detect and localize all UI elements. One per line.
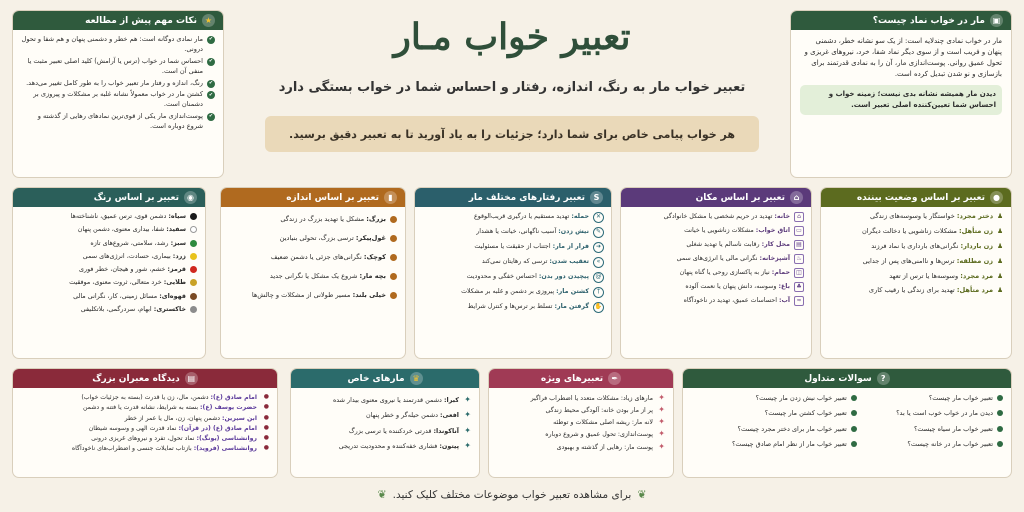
color-swatch (190, 213, 197, 220)
size-card-title: تعبیر بر اساس اندازه (286, 192, 379, 203)
list-item[interactable] (628, 282, 804, 292)
bullet-icon (390, 216, 397, 223)
list-item[interactable] (21, 424, 269, 433)
item-value: احساسات عمیق، تهدید در ناخودآگاه (683, 297, 777, 304)
list-item[interactable] (497, 394, 665, 403)
interpreters-title: دیدگاه معبران بزرگ (92, 373, 180, 384)
item-key: قهوه‌ای: (159, 291, 186, 300)
item-key: امام صادق (ع): (210, 394, 257, 401)
bath-icon: ◫ (794, 268, 804, 278)
item-value: نماد قدرت الهی و وسوسه شیطان (88, 424, 177, 432)
list-item[interactable] (628, 254, 804, 264)
faq-question: تعبیر خواب مار چیست؟ (928, 394, 993, 402)
list-item[interactable] (422, 272, 604, 283)
faq-link[interactable] (691, 409, 857, 418)
item-key: بچه مار: (359, 271, 386, 280)
bullet-icon: ● (263, 444, 269, 452)
item-key: کشتن مار: (556, 288, 589, 295)
list-item[interactable] (829, 227, 1003, 237)
item-key: امام صادق (ع) (در قرآن): (178, 424, 257, 432)
item-value: فشاری خفه‌کننده و محدودیت تدریجی (338, 441, 438, 450)
item-key: خیلی بلند: (352, 290, 386, 299)
faq-question: تعبیر خواب نیش زدن مار چیست؟ (755, 394, 847, 402)
hint-banner-text: هر خواب پیامی خاص برای شما دارد؛ جزئیات را به یاد آورید تا به تعبیر دقیق برسید. (289, 127, 735, 141)
color-swatch (190, 306, 197, 313)
person-card-title: تعبیر بر اساس وضعیت بیننده (856, 192, 985, 203)
item-value: بیماری، حسادت، انرژی‌های سمی (82, 251, 171, 260)
item-key: حمام: (771, 269, 790, 276)
item-value: بازتاب تمایلات جنسی و اضطراب‌های ناخودآگاه (71, 445, 192, 453)
item-value: نگرانی مالی یا انرژی‌های سمی (676, 255, 758, 262)
bullet-icon (390, 292, 397, 299)
item-value: ترسی که رهایتان نمی‌کند (481, 258, 548, 265)
bullet-icon (851, 410, 857, 416)
special-snakes-title: مارهای خاص (347, 373, 405, 384)
tip-text: رنگ، اندازه و رفتار مار تعبیر خواب را به طور کامل تغییر می‌دهد. (26, 78, 203, 87)
attack-icon: ✕ (593, 212, 604, 223)
place-card-title: تعبیر بر اساس مکان (695, 192, 785, 203)
item-value: ترس‌ها و ناامنی‌های پس از جدایی (862, 256, 955, 265)
symbol-text: مار در خواب نمادی چندلایه است: از یک سو نشانه خطر، دشمنی پنهان و فریب است و از سوی دیگر نماد شفا، خرد، نیروهای غریزی و تحول عمیق روانی. پوست‌اندازی مار، آن را به نمادی قدرتمند برای بازسازی و نو شدن تبدیل کرده است. (804, 37, 1002, 78)
ruler-icon: ▮ (384, 191, 397, 204)
item-value: بسته به شرایط، نشانه قدرت یا فتنه و دشمن (82, 404, 199, 412)
faq-link[interactable] (691, 394, 857, 403)
item-value: دشمن قوی، ترس عمیق، ناشناخته‌ها (70, 212, 167, 220)
star-icon: ✦ (658, 393, 665, 402)
item-key: غول‌پیکر: (355, 233, 386, 242)
check-icon: ✔ (208, 36, 214, 43)
feather-icon: ✒ (608, 372, 621, 385)
list-item[interactable] (21, 434, 269, 443)
place-card (620, 187, 812, 359)
list-item[interactable] (21, 212, 197, 221)
item-key: پیتون: (439, 441, 459, 450)
bullet-icon: ● (263, 434, 269, 442)
item-key: خانه: (774, 213, 790, 220)
bullet-icon: ● (263, 403, 269, 411)
list-item[interactable] (422, 287, 604, 298)
bullet-icon (851, 441, 857, 447)
item-value: مسائل زمینی، کار، نگرانی مالی (73, 291, 158, 300)
footer-text: برای مشاهده تعبیر خواب موضوعات مختلف کلیک کنید. (392, 489, 632, 501)
person-icon: ♟ (997, 256, 1003, 265)
bullet-icon: ● (263, 393, 269, 400)
star-icon: ✦ (658, 441, 665, 451)
item-value: شفا، بیداری معنوی، دشمن پنهان (77, 225, 165, 234)
symbol-note-text: دیدن مار همیشه نشانه بدی نیست؛ زمینه خواب و احساس شما تعیین‌کننده اصلی تعبیر است. (828, 90, 996, 110)
bite-icon: ✎ (593, 227, 604, 238)
item-key: نیش زدن: (558, 228, 589, 235)
list-item[interactable] (229, 253, 397, 263)
item-key: قرمز: (167, 265, 186, 274)
item-value: تهدید مستقیم یا درگیری قریب‌الوقوع (473, 213, 570, 220)
person-icon: ♟ (997, 241, 1003, 250)
list-item[interactable] (21, 305, 197, 314)
item-value: نگرانی‌های جزئی یا دشمن ضعیف (270, 252, 362, 261)
item-value: خواستگار یا وسوسه‌های زندگی (870, 212, 955, 220)
leaf-icon: ❦ (637, 488, 647, 501)
item-key: ابن سیرین: (222, 414, 257, 422)
list-item[interactable] (21, 414, 269, 423)
item-text: مارهای زیاد: مشکلات متعدد یا اضطراب فراگیر (530, 395, 653, 402)
star-icon: ✦ (658, 405, 665, 415)
list-item (21, 79, 215, 89)
special-states-card (488, 368, 674, 478)
person-icon: ♟ (997, 212, 1003, 220)
person-icon: ♟ (997, 271, 1003, 280)
bullet-icon (851, 426, 857, 432)
item-key: زن متأهل: (959, 226, 994, 235)
tip-text: پوست‌اندازی مار یکی از قوی‌ترین نمادهای رهایی از گذشته و شروع دوباره است. (37, 112, 203, 131)
item-value: ترسی بزرگ، تحولی بنیادین (279, 233, 354, 242)
check-icon: ✔ (208, 113, 214, 120)
item-value: احساس خفگی و محدودیت (466, 273, 537, 280)
item-key: سیاه: (168, 212, 186, 220)
list-item[interactable] (299, 396, 471, 405)
item-value: نماد تحول، تفرد و نیروهای غریزی درونی (91, 435, 195, 443)
color-swatch (190, 240, 197, 247)
item-value: آسیب ناگهانی، خیانت یا هشدار (476, 228, 557, 235)
item-key: زن مطلقه: (956, 256, 994, 265)
item-key: آناکوندا: (433, 426, 459, 435)
color-swatch (190, 253, 197, 260)
palette-icon: ◉ (184, 191, 197, 204)
bullet-icon (997, 426, 1003, 432)
list-item[interactable] (21, 225, 197, 234)
special-snakes-card (290, 368, 480, 478)
star-icon: ✦ (658, 417, 665, 427)
bullet-icon: ● (263, 423, 269, 431)
bed-icon: ▭ (794, 226, 804, 236)
list-item[interactable] (21, 444, 269, 453)
item-text: لانه مار: ریشه اصلی مشکلات و توطئه (553, 419, 653, 427)
item-value: وسوسه، دانش پنهان یا نعمت آلوده (685, 283, 777, 290)
item-key: آشپزخانه: (759, 255, 790, 262)
list-item[interactable] (422, 257, 604, 268)
faq-question: تعبیر خواب مار برای دختر مجرد چیست؟ (737, 424, 847, 433)
item-key: خاکستری: (153, 304, 186, 313)
list-item[interactable] (829, 272, 1003, 282)
item-key: روانشناسی (فروید): (193, 445, 257, 453)
crown-icon: ♛ (410, 372, 423, 385)
size-card (220, 187, 406, 359)
faq-question: تعبیر خواب مار از نظر امام صادق چیست؟ (731, 440, 847, 449)
list-item[interactable] (21, 252, 197, 261)
item-key: پیچیدن دور بدن: (538, 273, 589, 280)
garden-icon: ♣ (794, 282, 804, 292)
list-item[interactable] (628, 226, 804, 236)
office-icon: ▤ (794, 240, 804, 250)
item-text: پوست‌اندازی: تحول عمیق و شروع دوباره (545, 431, 653, 439)
item-value: خرد متعالی، ثروت معنوی، موفقیت (69, 278, 162, 287)
item-key: مرد مجرد: (960, 271, 994, 280)
person-icon: ♟ (997, 226, 1003, 235)
list-item[interactable] (829, 257, 1003, 267)
item-value: تهدید برای زندگی یا رقیب کاری (868, 286, 955, 295)
chase-icon: » (593, 257, 604, 268)
coil-icon: @ (593, 272, 604, 283)
hint-banner (265, 116, 759, 152)
list-item (21, 112, 215, 132)
item-key: دختر مجرد: (956, 212, 994, 220)
tips-card (12, 10, 224, 178)
item-value: رقابت ناسالم یا تهدید شغلی (686, 241, 760, 248)
scroll-icon: ▤ (185, 372, 198, 385)
tip-text: کشتن مار در خواب معمولاً نشانه غلبه بر مشکلات و پیروزی بر دشمنان است. (33, 90, 203, 109)
item-value: دشمن پنهان، زن، مال یا عمر از خطر (124, 414, 221, 422)
interpreters-card (12, 368, 278, 478)
symbol-note (800, 85, 1002, 115)
list-item (21, 90, 215, 110)
faq-question: تعبیر خواب مار در خانه چیست؟ (907, 440, 993, 449)
list-item[interactable] (229, 234, 397, 244)
star-icon: ✦ (464, 395, 471, 404)
item-key: زرد: (172, 251, 186, 260)
item-value: وسوسه‌ها یا ترس از تعهد (889, 271, 959, 280)
faq-link[interactable] (865, 440, 1003, 449)
faq-link[interactable] (691, 440, 857, 449)
kill-icon: † (593, 287, 604, 298)
list-item[interactable] (628, 268, 804, 278)
question-icon: ? (877, 372, 890, 385)
list-item[interactable] (497, 418, 665, 427)
page-title: تعبیر خواب مـار (393, 16, 631, 58)
item-value: اجتناب از حقیقت یا مسئولیت (474, 243, 551, 250)
faq-card-title: سوالات متداول (804, 373, 872, 384)
list-item[interactable] (422, 302, 604, 313)
list-item[interactable] (21, 292, 197, 301)
user-icon: ● (990, 191, 1003, 204)
item-key: مرد متأهل: (956, 286, 994, 295)
item-text: پوست مار: رهایی از گذشته و بهبودی (556, 443, 653, 451)
bullet-icon (390, 273, 397, 280)
bullet-icon (997, 410, 1003, 416)
tips-card-title: نکات مهم پیش از مطالعه (85, 15, 197, 26)
list-item[interactable] (497, 443, 665, 452)
symbol-card-title: مار در خواب نماد چیست؟ (872, 15, 985, 26)
item-key: فرار از مار: (552, 243, 589, 250)
tip-text: احساس شما در خواب (ترس یا آرامش) کلید اصلی تعبیر مثبت یا منفی آن است. (27, 56, 203, 75)
list-item[interactable] (829, 242, 1003, 252)
item-key: افعی: (439, 411, 459, 420)
list-item (21, 35, 215, 55)
list-item[interactable] (422, 212, 604, 223)
faq-question: تعبیر خواب کشتن مار چیست؟ (764, 409, 847, 418)
item-key: بزرگ: (366, 215, 386, 223)
item-value: تسلط بر ترس‌ها و کنترل شرایط (467, 303, 553, 310)
run-icon: ➜ (593, 242, 604, 253)
item-key: باغ: (778, 283, 790, 290)
star-icon: ✦ (658, 429, 665, 439)
list-item[interactable] (299, 442, 471, 451)
item-key: گرفتن مار: (554, 303, 589, 310)
bullet-icon (997, 395, 1003, 401)
list-item[interactable] (497, 406, 665, 415)
color-swatch (190, 266, 197, 273)
bullet-icon (390, 235, 397, 242)
faq-question: دیدن مار در خواب خوب است یا بد؟ (896, 409, 993, 418)
faq-link[interactable] (865, 394, 1003, 403)
item-value: پیروزی بر دشمن و غلبه بر مشکلات (461, 288, 555, 295)
item-value: قدرتی خردکننده یا ترسی بزرگ (348, 426, 432, 435)
item-value: ابهام، سردرگمی، بلاتکلیفی (80, 304, 152, 313)
star-icon: ✦ (464, 410, 471, 420)
item-value: تهدید در حریم شخصی یا مشکل خانوادگی (663, 213, 773, 220)
check-icon: ✔ (208, 79, 214, 86)
item-value: نیاز به پاکسازی روحی یا گناه پنهان (679, 269, 770, 276)
faq-question: تعبیر خواب مار سیاه چیست؟ (913, 424, 993, 433)
home-icon: ⌂ (794, 212, 804, 222)
list-item[interactable] (628, 212, 804, 222)
house-icon: ⌂ (790, 191, 803, 204)
item-value: مشکلات زناشویی یا خیانت (684, 227, 754, 234)
item-value: مسیر طولانی از مشکلات و چالش‌ها (251, 290, 351, 299)
item-value: خشم، شور و هیجان، خطر فوری (79, 265, 166, 274)
list-item[interactable] (829, 286, 1003, 296)
list-item[interactable] (422, 227, 604, 238)
kitchen-icon: ♨ (794, 254, 804, 264)
snake-icon: S (590, 191, 603, 204)
grab-icon: ✋ (593, 302, 604, 313)
leaf-icon: ❦ (377, 488, 387, 501)
list-item[interactable] (229, 291, 397, 301)
item-key: محل کار: (761, 241, 790, 248)
color-swatch (190, 279, 197, 286)
item-key: حمله: (571, 213, 589, 220)
item-key: آب: (778, 297, 790, 304)
footer[interactable] (300, 488, 724, 501)
bullet-icon (390, 254, 397, 261)
list-item[interactable] (497, 430, 665, 439)
item-key: کبرا: (443, 396, 459, 404)
bullet-icon (851, 395, 857, 401)
color-swatch (190, 226, 197, 233)
list-item[interactable] (422, 242, 604, 253)
list-item[interactable] (21, 265, 197, 274)
page-subtitle: تعبیر خواب مار به رنگ، اندازه، رفتار و احساس شما در خواب بستگی دارد (278, 80, 746, 95)
list-item[interactable] (299, 411, 471, 420)
bullet-icon: ● (263, 413, 269, 421)
item-key: زن باردار: (960, 241, 994, 250)
item-key: حضرت یوسف (ع): (200, 404, 257, 412)
faq-card (682, 368, 1012, 478)
item-value: شروع یک مشکل یا نگرانی جدید (269, 271, 358, 280)
color-swatch (190, 293, 197, 300)
behavior-card (414, 187, 612, 359)
person-card (820, 187, 1012, 359)
list-item[interactable] (628, 240, 804, 250)
star-icon: ✦ (464, 440, 471, 450)
tip-text: مار نمادی دوگانه است: هم خطر و دشمنی پنهان و هم شفا و تحول درونی. (21, 35, 203, 53)
list-item[interactable] (21, 278, 197, 287)
item-key: روانشناسی (یونگ): (196, 435, 257, 443)
item-value: مشکل یا تهدید بزرگ در زندگی (280, 215, 365, 223)
item-value: دشمن قدرتمند یا نیروی معنوی بیدار شده (332, 396, 442, 404)
list-item[interactable] (628, 296, 804, 306)
color-card (12, 187, 206, 359)
item-value: نگرانی‌های بارداری یا نماد فرزند (871, 241, 959, 250)
item-value: دشمن حیله‌گر و خطر پنهان (365, 411, 438, 420)
special-states-title: تعبیرهای ویژه (540, 373, 604, 384)
faq-link[interactable] (865, 425, 1003, 434)
list-item[interactable] (229, 215, 397, 225)
star-icon: ✦ (464, 425, 471, 435)
star-icon: ★ (202, 14, 215, 27)
item-key: سفید: (166, 225, 186, 234)
item-text: پر از مار بودن خانه: آلودگی محیط زندگی (545, 407, 653, 415)
check-icon: ✔ (208, 58, 214, 65)
list-item (21, 57, 215, 77)
item-key: طلایی: (163, 278, 186, 287)
faq-link[interactable] (865, 409, 1003, 418)
item-key: کوچک: (363, 252, 386, 261)
person-icon: ♟ (997, 286, 1003, 295)
water-icon: ≈ (794, 296, 804, 306)
book-icon: ▣ (990, 14, 1003, 27)
list-item[interactable] (229, 272, 397, 282)
item-value: رشد، سلامتی، شروع‌های تازه (90, 238, 169, 247)
behavior-card-title: تعبیر رفتارهای مختلف مار (468, 192, 585, 203)
faq-link[interactable] (691, 425, 857, 434)
check-icon: ✔ (208, 91, 214, 98)
color-card-title: تعبیر بر اساس رنگ (93, 192, 179, 203)
item-key: اتاق خواب: (755, 227, 790, 234)
list-item[interactable] (21, 393, 269, 402)
list-item[interactable] (829, 212, 1003, 222)
bullet-icon (997, 441, 1003, 447)
list-item[interactable] (21, 403, 269, 412)
symbol-card (790, 10, 1012, 178)
item-value: دشمن، مال، زن یا قدرت (بسته به جزئیات خواب) (81, 394, 209, 401)
item-key: تعقیب شدن: (549, 258, 589, 265)
list-item[interactable] (21, 239, 197, 248)
item-value: مشکلات زناشویی یا دخالت دیگران (861, 226, 957, 235)
item-key: سبز: (170, 238, 186, 247)
list-item[interactable] (299, 427, 471, 436)
